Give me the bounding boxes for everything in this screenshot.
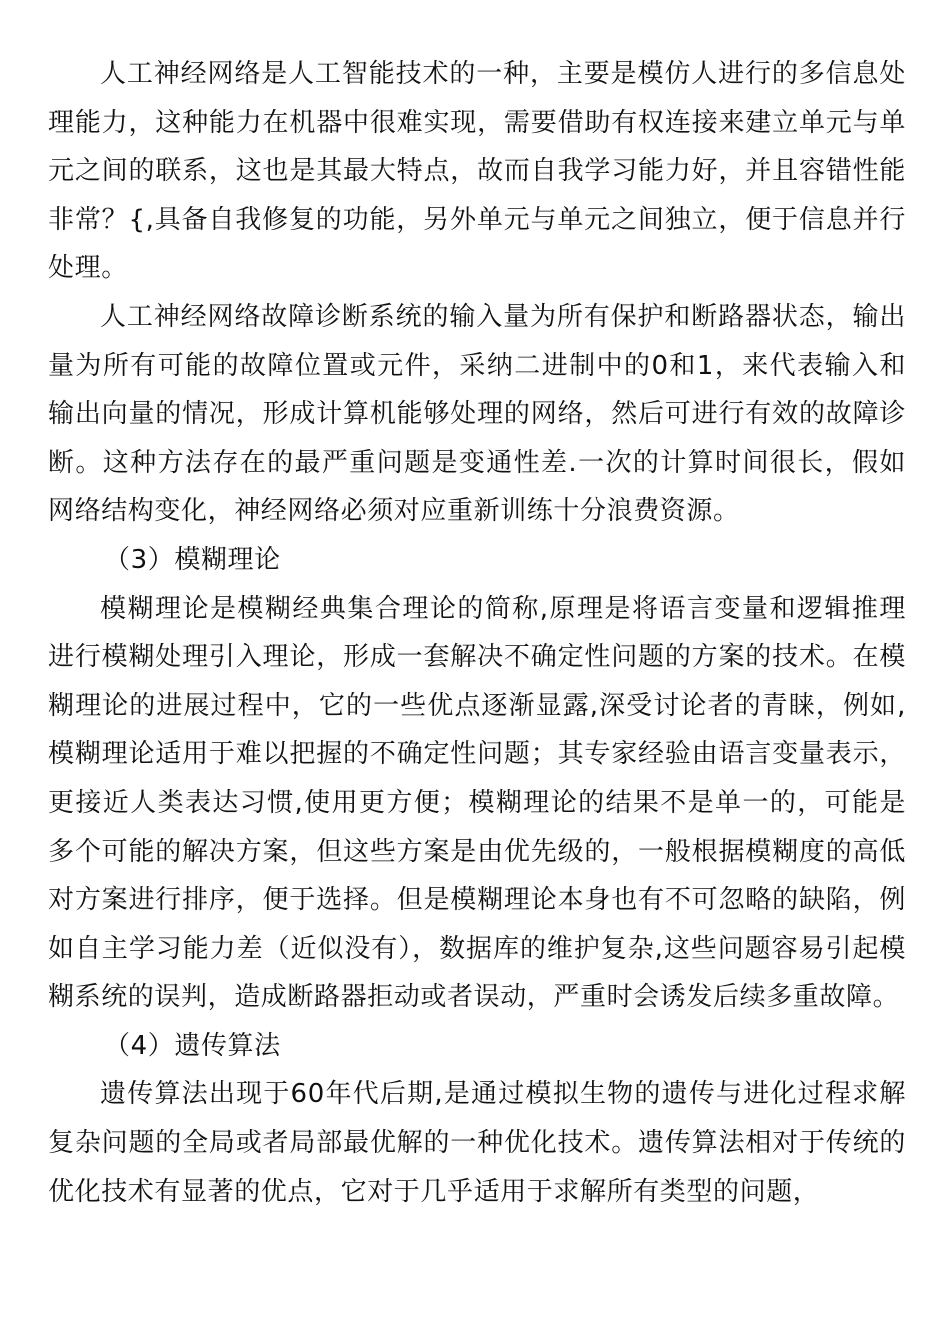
section-heading-genetic-algorithm: （4）遗传算法 (104, 1030, 281, 1061)
paragraph-ann-intro: 人工神经网络是人工智能技术的一种，主要是模仿人进行的多信息处理能力，这种能力在机器中很难实现，需要借助有权连接来建立单元与单元之间的联系，这也是其最大特点，故而自我学习能力好，并且容错性能非常？{,具备自我修复的功能，另外单元与单元之间独立，便于信息并行处理。 (48, 59, 906, 284)
section-heading-fuzzy-theory: （3）模糊理论 (104, 544, 281, 575)
document-page (48, 50, 906, 1216)
paragraph-ann-diagnosis: 人工神经网络故障诊断系统的输入量为所有保护和断路器状态，输出量为所有可能的故障位置或元件，采纳二进制中的0和1，来代表输入和输出向量的情况，形成计算机能够处理的网络，然后可进行有效的故障诊断。这种方法存在的最严重问题是变通性差.一次的计算时间很长，假如网络结构变化，神经网络必须对应重新训练十分浪费资源。 (48, 301, 906, 527)
paragraph-genetic-algorithm: 遗传算法出现于60年代后期,是通过模拟生物的遗传与进化过程求解复杂问题的全局或者局部最优解的一种优化技术。遗传算法相对于传统的优化技术有显著的优点，它对于几乎适用于求解所有类型的问题， (48, 1079, 906, 1207)
paragraph-fuzzy-theory: 模糊理论是模糊经典集合理论的简称,原理是将语言变量和逻辑推理进行模糊处理引入理论，形成一套解决不确定性问题的方案的技术。在模糊理论的进展过程中，它的一些优点逐渐显露,深受讨论者的青睐，例如,模糊理论适用于难以把握的不确定性问题；其专家经验由语言变量表示，更接近人类表达习惯,使用更方便；模糊理论的结果不是单一的，可能是多个可能的解决方案，但这些方案是由优先级的，一般根据模糊度的高低对方案进行排序，便于选择。但是模糊理论本身也有不可忽略的缺陷，例如自主学习能力差（近似没有），数据库的维护复杂,这些问题容易引起模糊系统的误判，造成断路器拒动或者误动，严重时会诱发后续多重故障。 (48, 593, 906, 1013)
